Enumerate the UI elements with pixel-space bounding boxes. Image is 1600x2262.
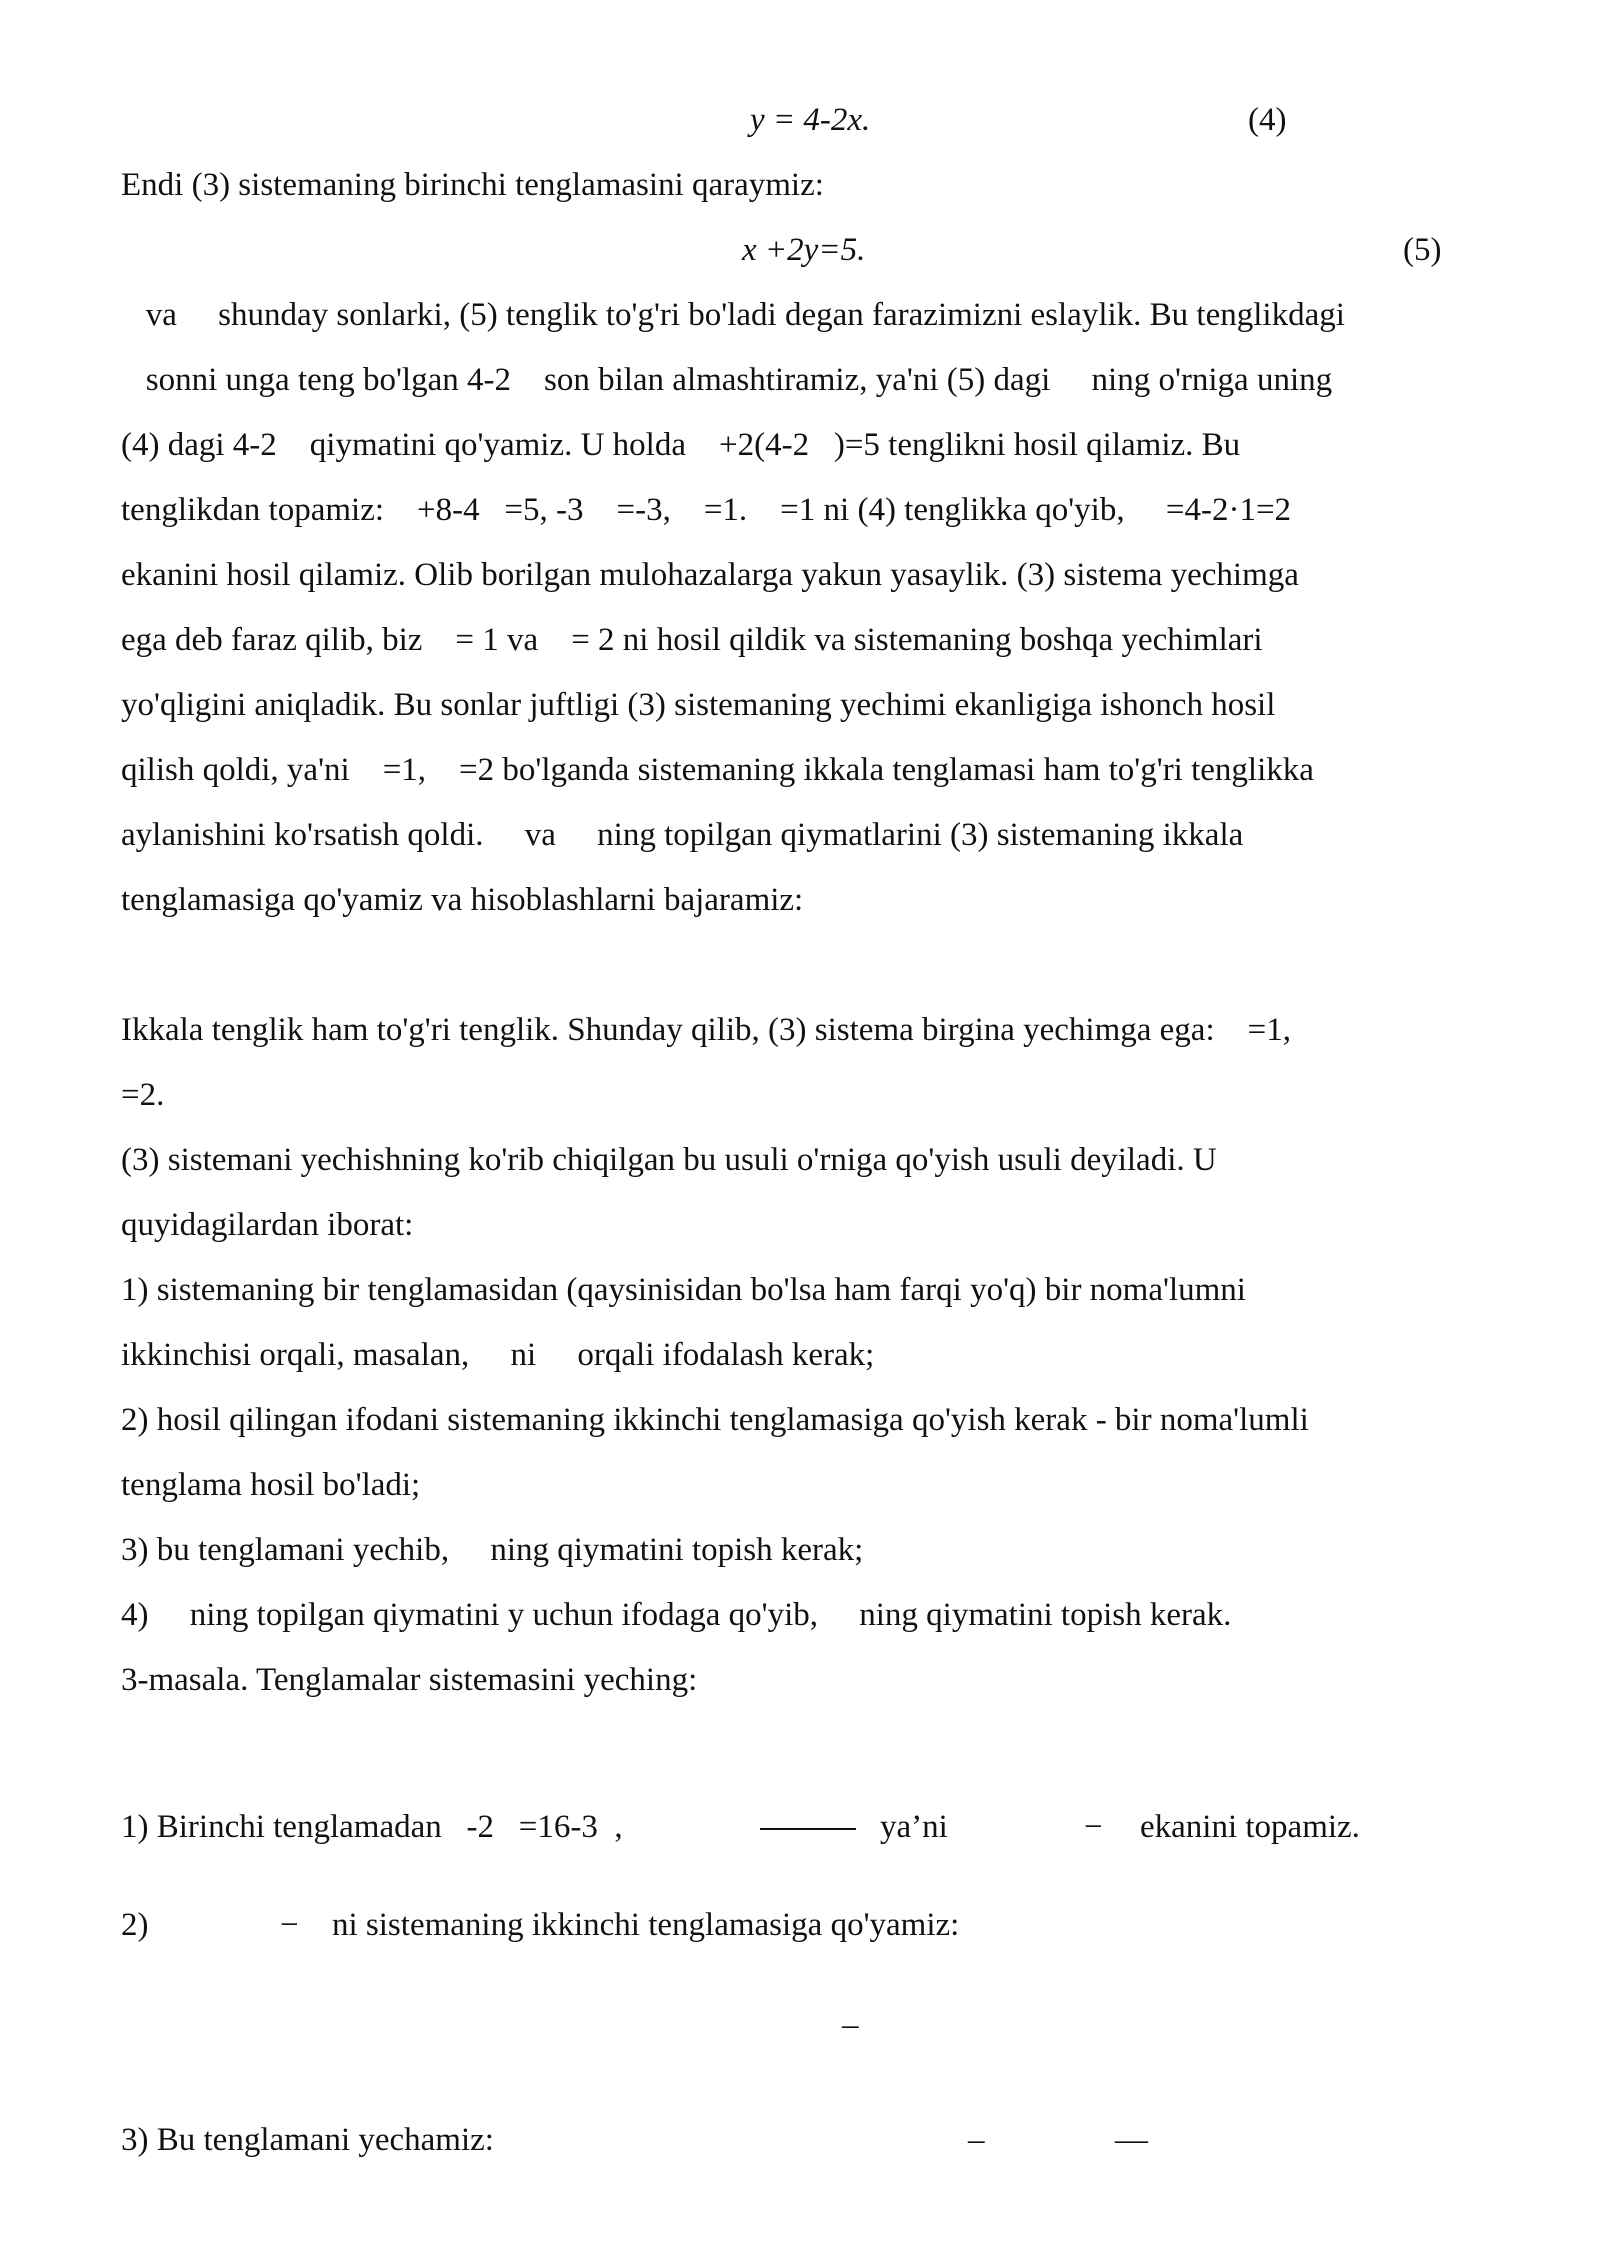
text-line-1: Endi (3) sistemaning birinchi tenglamasini qaraymiz: [121, 167, 824, 203]
equation-5-number: (5) [1403, 232, 1442, 268]
step-1-text: 1) Birinchi tenglamadan -2 =16-3 , [121, 1809, 623, 1845]
text-line-13: =2. [121, 1077, 165, 1113]
step-3-dash: – [968, 2122, 985, 2158]
equation-4-number: (4) [1248, 102, 1287, 138]
fraction-bar [760, 1828, 856, 1830]
text-line-11: tenglamasiga qo'yamiz va hisoblashlarni bajaramiz: [121, 882, 804, 918]
step-2-dash: – [842, 2007, 859, 2043]
step-3-text: 3) Bu tenglamani yechamiz: [121, 2122, 494, 2158]
text-line-8: yo'qligini aniqladik. Bu sonlar juftligi (3) sistemaning yechimi ekanligiga ishonch hosil [121, 687, 1276, 723]
step-2-text: ni sistemaning ikkinchi tenglamasiga qo'yamiz: [332, 1907, 960, 1943]
text-line-12: Ikkala tenglik ham to'g'ri tenglik. Shunday qilib, (3) sistema birgina yechimga ega: =1, [121, 1012, 1291, 1048]
text-line-18: 2) hosil qilingan ifodani sistemaning ikkinchi tenglamasiga qo'yish kerak - bir noma'lumli [121, 1402, 1309, 1438]
text-line-17: ikkinchisi orqali, masalan, ni orqali ifodalash kerak; [121, 1337, 875, 1373]
text-line-10: aylanishini ko'rsatish qoldi. va ning topilgan qiymatlarini (3) sistemaning ikkala [121, 817, 1244, 853]
step-2-minus: − [280, 1907, 299, 1943]
text-line-21: 4) ning topilgan qiymatini y uchun ifodaga qo'yib, ning qiymatini topish kerak. [121, 1597, 1232, 1633]
text-line-19: tenglama hosil bo'ladi; [121, 1467, 421, 1503]
text-line-6: ekanini hosil qilamiz. Olib borilgan mulohazalarga yakun yasaylik. (3) sistema yechimga [121, 557, 1299, 593]
step-3-bar: — [1115, 2122, 1148, 2158]
step-1-yani: ya’ni [880, 1809, 948, 1845]
text-line-22: 3-masala. Tenglamalar sistemasini yeching: [121, 1662, 698, 1698]
text-line-16: 1) sistemaning bir tenglamasidan (qaysinisidan bo'lsa ham farqi yo'q) bir noma'lumni [121, 1272, 1246, 1308]
text-line-2: va shunday sonlarki, (5) tenglik to'g'ri bo'ladi degan farazimizni eslaylik. Bu tenglikdagi [121, 297, 1345, 333]
step-1-end: ekanini topamiz. [1140, 1809, 1360, 1845]
text-line-3: sonni unga teng bo'lgan 4-2 son bilan almashtiramiz, ya'ni (5) dagi ning o'rniga uning [121, 362, 1333, 398]
equation-4: y = 4-2x. [750, 102, 871, 138]
text-line-20: 3) bu tenglamani yechib, ning qiymatini topish kerak; [121, 1532, 864, 1568]
step-2-number: 2) [121, 1907, 149, 1943]
text-line-9: qilish qoldi, ya'ni =1, =2 bo'lganda sistemaning ikkala tenglamasi ham to'g'ri tenglikka [121, 752, 1314, 788]
text-line-7: ega deb faraz qilib, biz = 1 va = 2 ni hosil qildik va sistemaning boshqa yechimlari [121, 622, 1263, 658]
text-line-15: quyidagilardan iborat: [121, 1207, 414, 1243]
text-line-5: tenglikdan topamiz: +8-4 =5, -3 =-3, =1. =1 ni (4) tenglikka qo'yib, =4-2·1=2 [121, 492, 1292, 528]
text-line-14: (3) sistemani yechishning ko'rib chiqilgan bu usuli o'rniga qo'yish usuli deyiladi. U [121, 1142, 1217, 1178]
equation-5: x +2y=5. [742, 232, 866, 268]
text-line-4: (4) dagi 4-2 qiymatini qo'yamiz. U holda +2(4-2 )=5 tenglikni hosil qilamiz. Bu [121, 427, 1241, 463]
step-1-minus: − [1084, 1809, 1103, 1845]
